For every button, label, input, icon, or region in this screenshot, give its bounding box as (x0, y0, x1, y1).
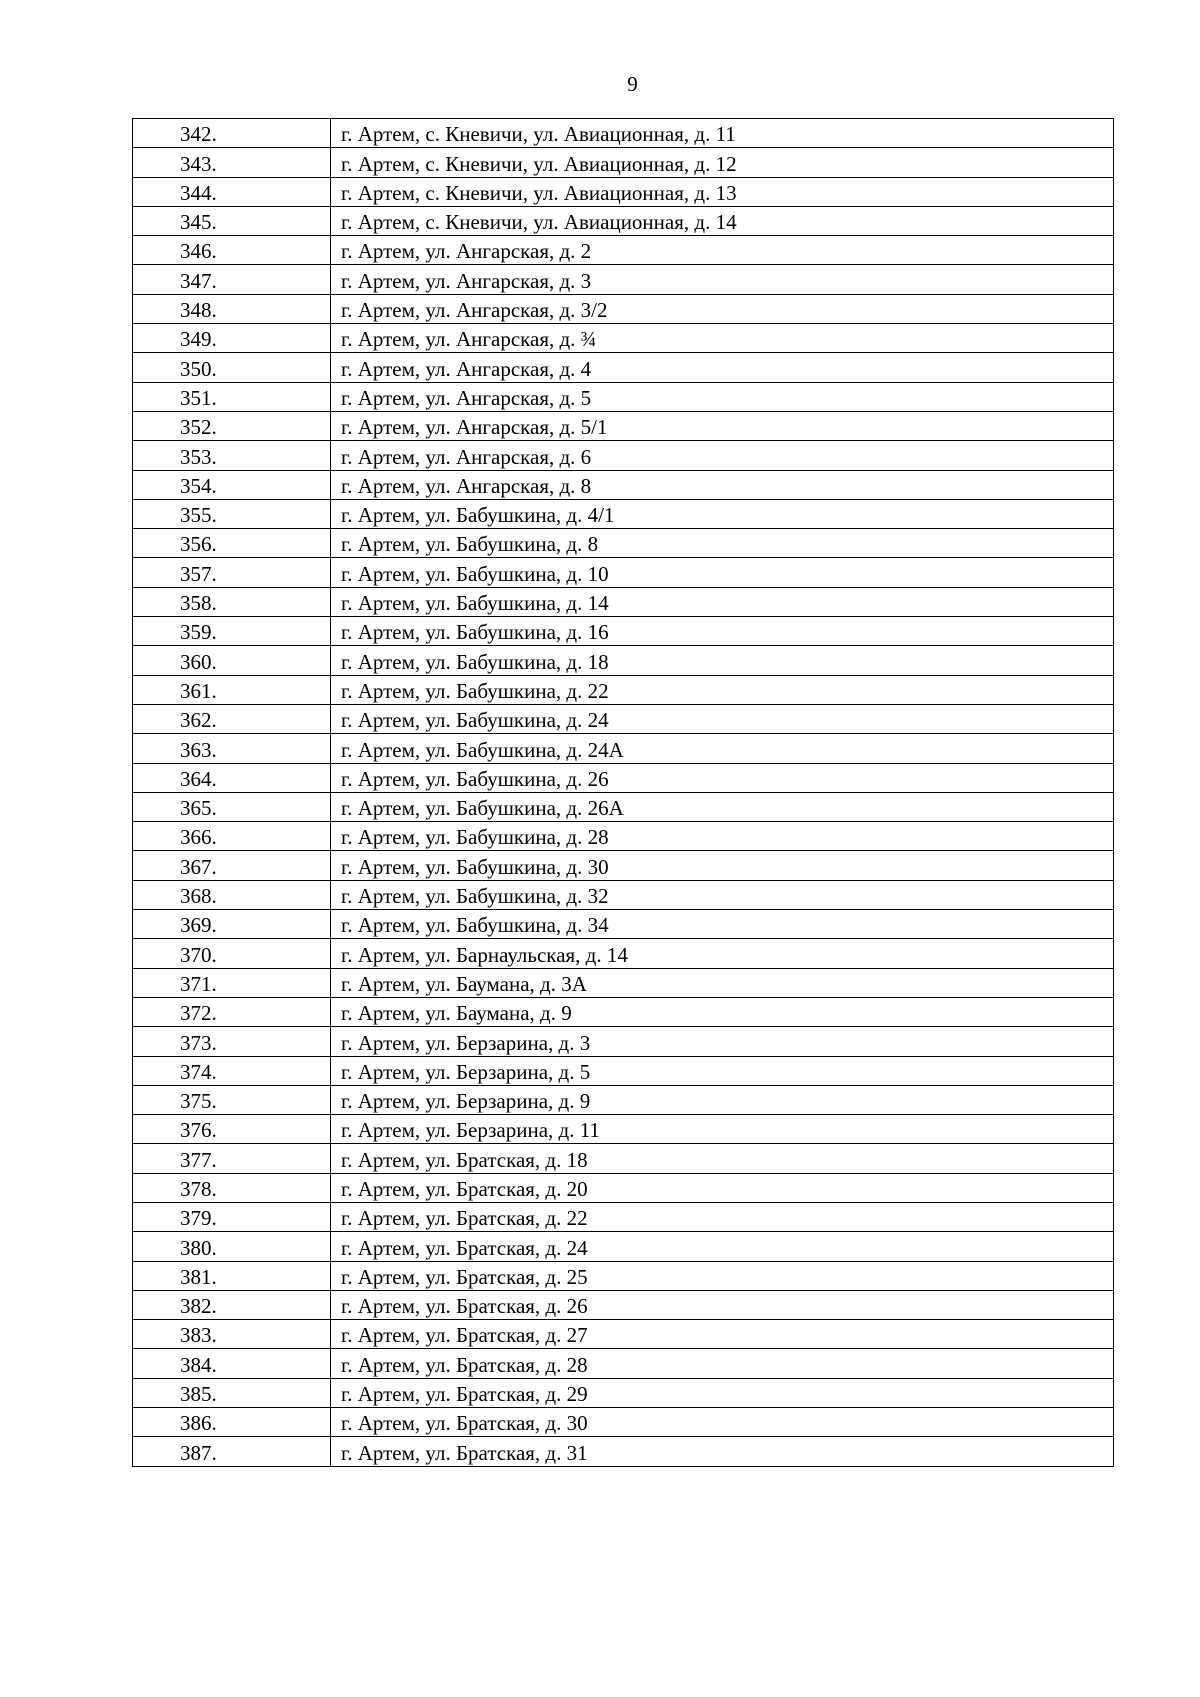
row-number-cell: 356. (133, 529, 331, 558)
address-cell: г. Артем, ул. Берзарина, д. 11 (331, 1115, 1114, 1144)
address-cell: г. Артем, ул. Бабушкина, д. 10 (331, 558, 1114, 587)
address-cell: г. Артем, ул. Ангарская, д. 6 (331, 441, 1114, 470)
row-number-cell: 346. (133, 236, 331, 265)
row-number-cell: 348. (133, 294, 331, 323)
row-number-cell: 368. (133, 880, 331, 909)
table-row (133, 148, 1114, 177)
row-number-cell: 374. (133, 1056, 331, 1085)
address-cell: г. Артем, ул. Бабушкина, д. 34 (331, 910, 1114, 939)
row-number-cell: 385. (133, 1378, 331, 1407)
row-number-cell: 386. (133, 1408, 331, 1437)
row-number-cell: 363. (133, 734, 331, 763)
table-row (133, 910, 1114, 939)
address-cell: г. Артем, ул. Бабушкина, д. 8 (331, 529, 1114, 558)
row-number-cell: 383. (133, 1320, 331, 1349)
row-number-cell: 371. (133, 968, 331, 997)
table-row (133, 177, 1114, 206)
address-cell: г. Артем, с. Кневичи, ул. Авиационная, д. 12 (331, 148, 1114, 177)
row-number-cell: 349. (133, 324, 331, 353)
row-number-cell: 366. (133, 822, 331, 851)
row-number-cell: 359. (133, 617, 331, 646)
row-number-cell: 345. (133, 206, 331, 235)
address-cell: г. Артем, ул. Бабушкина, д. 22 (331, 675, 1114, 704)
row-number-cell: 351. (133, 382, 331, 411)
address-cell: г. Артем, ул. Братская, д. 18 (331, 1144, 1114, 1173)
address-cell: г. Артем, ул. Ангарская, д. 5 (331, 382, 1114, 411)
row-number-cell: 361. (133, 675, 331, 704)
address-cell: г. Артем, ул. Братская, д. 31 (331, 1437, 1114, 1466)
table-row (133, 265, 1114, 294)
address-cell: г. Артем, ул. Братская, д. 29 (331, 1378, 1114, 1407)
table-row (133, 236, 1114, 265)
row-number-cell: 372. (133, 997, 331, 1026)
table-row (133, 353, 1114, 382)
row-number-cell: 364. (133, 763, 331, 792)
table-row (133, 1232, 1114, 1261)
address-cell: г. Артем, с. Кневичи, ул. Авиационная, д. 11 (331, 119, 1114, 148)
address-cell: г. Артем, ул. Ангарская, д. 5/1 (331, 411, 1114, 440)
address-cell: г. Артем, ул. Ангарская, д. 4 (331, 353, 1114, 382)
table-row (133, 939, 1114, 968)
table-row (133, 411, 1114, 440)
table-row (133, 499, 1114, 528)
row-number-cell: 382. (133, 1290, 331, 1319)
table-row (133, 1408, 1114, 1437)
address-cell: г. Артем, ул. Бабушкина, д. 16 (331, 617, 1114, 646)
row-number-cell: 354. (133, 470, 331, 499)
table-row (133, 968, 1114, 997)
address-cell: г. Артем, ул. Ангарская, д. ¾ (331, 324, 1114, 353)
address-table (132, 118, 1114, 1467)
table-row (133, 1437, 1114, 1466)
address-cell: г. Артем, ул. Братская, д. 24 (331, 1232, 1114, 1261)
table-row (133, 1115, 1114, 1144)
address-cell: г. Артем, ул. Братская, д. 20 (331, 1173, 1114, 1202)
address-cell: г. Артем, ул. Бабушкина, д. 4/1 (331, 499, 1114, 528)
address-cell: г. Артем, ул. Бабушкина, д. 24А (331, 734, 1114, 763)
row-number-cell: 384. (133, 1349, 331, 1378)
row-number-cell: 352. (133, 411, 331, 440)
address-cell: г. Артем, ул. Братская, д. 25 (331, 1261, 1114, 1290)
table-row (133, 470, 1114, 499)
address-cell: г. Артем, ул. Бабушкина, д. 30 (331, 851, 1114, 880)
address-cell: г. Артем, ул. Барнаульская, д. 14 (331, 939, 1114, 968)
address-table-body (133, 119, 1114, 1467)
row-number-cell: 380. (133, 1232, 331, 1261)
table-row (133, 1144, 1114, 1173)
address-cell: г. Артем, ул. Братская, д. 26 (331, 1290, 1114, 1319)
address-cell: г. Артем, ул. Братская, д. 28 (331, 1349, 1114, 1378)
address-cell: г. Артем, ул. Ангарская, д. 3/2 (331, 294, 1114, 323)
table-row (133, 763, 1114, 792)
row-number-cell: 387. (133, 1437, 331, 1466)
table-row (133, 1261, 1114, 1290)
address-cell: г. Артем, ул. Берзарина, д. 9 (331, 1085, 1114, 1114)
table-row (133, 1378, 1114, 1407)
row-number-cell: 376. (133, 1115, 331, 1144)
table-row (133, 587, 1114, 616)
row-number-cell: 360. (133, 646, 331, 675)
table-row (133, 529, 1114, 558)
address-cell: г. Артем, с. Кневичи, ул. Авиационная, д. 13 (331, 177, 1114, 206)
table-row (133, 1056, 1114, 1085)
table-row (133, 1173, 1114, 1202)
address-cell: г. Артем, ул. Бабушкина, д. 18 (331, 646, 1114, 675)
table-row (133, 382, 1114, 411)
table-row (133, 1027, 1114, 1056)
address-cell: г. Артем, ул. Братская, д. 22 (331, 1202, 1114, 1231)
row-number-cell: 342. (133, 119, 331, 148)
table-row (133, 1320, 1114, 1349)
address-cell: г. Артем, ул. Братская, д. 27 (331, 1320, 1114, 1349)
row-number-cell: 370. (133, 939, 331, 968)
table-row (133, 119, 1114, 148)
address-cell: г. Артем, ул. Бабушкина, д. 26А (331, 792, 1114, 821)
table-row (133, 734, 1114, 763)
row-number-cell: 367. (133, 851, 331, 880)
table-row (133, 617, 1114, 646)
address-cell: г. Артем, ул. Бабушкина, д. 32 (331, 880, 1114, 909)
address-cell: г. Артем, ул. Ангарская, д. 3 (331, 265, 1114, 294)
address-cell: г. Артем, ул. Берзарина, д. 5 (331, 1056, 1114, 1085)
table-row (133, 822, 1114, 851)
table-row (133, 792, 1114, 821)
address-cell: г. Артем, ул. Бабушкина, д. 24 (331, 704, 1114, 733)
row-number-cell: 365. (133, 792, 331, 821)
table-row (133, 441, 1114, 470)
table-row (133, 294, 1114, 323)
table-row (133, 646, 1114, 675)
table-row (133, 1290, 1114, 1319)
row-number-cell: 381. (133, 1261, 331, 1290)
row-number-cell: 362. (133, 704, 331, 733)
address-cell: г. Артем, ул. Берзарина, д. 3 (331, 1027, 1114, 1056)
address-cell: г. Артем, ул. Братская, д. 30 (331, 1408, 1114, 1437)
page-number: 9 (627, 72, 638, 96)
address-cell: г. Артем, ул. Баумана, д. 9 (331, 997, 1114, 1026)
row-number-cell: 357. (133, 558, 331, 587)
row-number-cell: 344. (133, 177, 331, 206)
table-row (133, 558, 1114, 587)
table-row (133, 324, 1114, 353)
address-cell: г. Артем, с. Кневичи, ул. Авиационная, д. 14 (331, 206, 1114, 235)
row-number-cell: 358. (133, 587, 331, 616)
table-row (133, 880, 1114, 909)
table-row (133, 704, 1114, 733)
row-number-cell: 379. (133, 1202, 331, 1231)
address-cell: г. Артем, ул. Ангарская, д. 8 (331, 470, 1114, 499)
row-number-cell: 347. (133, 265, 331, 294)
row-number-cell: 353. (133, 441, 331, 470)
row-number-cell: 369. (133, 910, 331, 939)
table-row (133, 1202, 1114, 1231)
row-number-cell: 378. (133, 1173, 331, 1202)
row-number-cell: 343. (133, 148, 331, 177)
address-cell: г. Артем, ул. Бабушкина, д. 14 (331, 587, 1114, 616)
table-row (133, 675, 1114, 704)
address-cell: г. Артем, ул. Баумана, д. 3А (331, 968, 1114, 997)
table-row (133, 1349, 1114, 1378)
address-cell: г. Артем, ул. Ангарская, д. 2 (331, 236, 1114, 265)
table-row (133, 206, 1114, 235)
table-row (133, 851, 1114, 880)
address-cell: г. Артем, ул. Бабушкина, д. 28 (331, 822, 1114, 851)
row-number-cell: 355. (133, 499, 331, 528)
address-cell: г. Артем, ул. Бабушкина, д. 26 (331, 763, 1114, 792)
row-number-cell: 350. (133, 353, 331, 382)
row-number-cell: 377. (133, 1144, 331, 1173)
row-number-cell: 375. (133, 1085, 331, 1114)
row-number-cell: 373. (133, 1027, 331, 1056)
table-row (133, 1085, 1114, 1114)
table-row (133, 997, 1114, 1026)
